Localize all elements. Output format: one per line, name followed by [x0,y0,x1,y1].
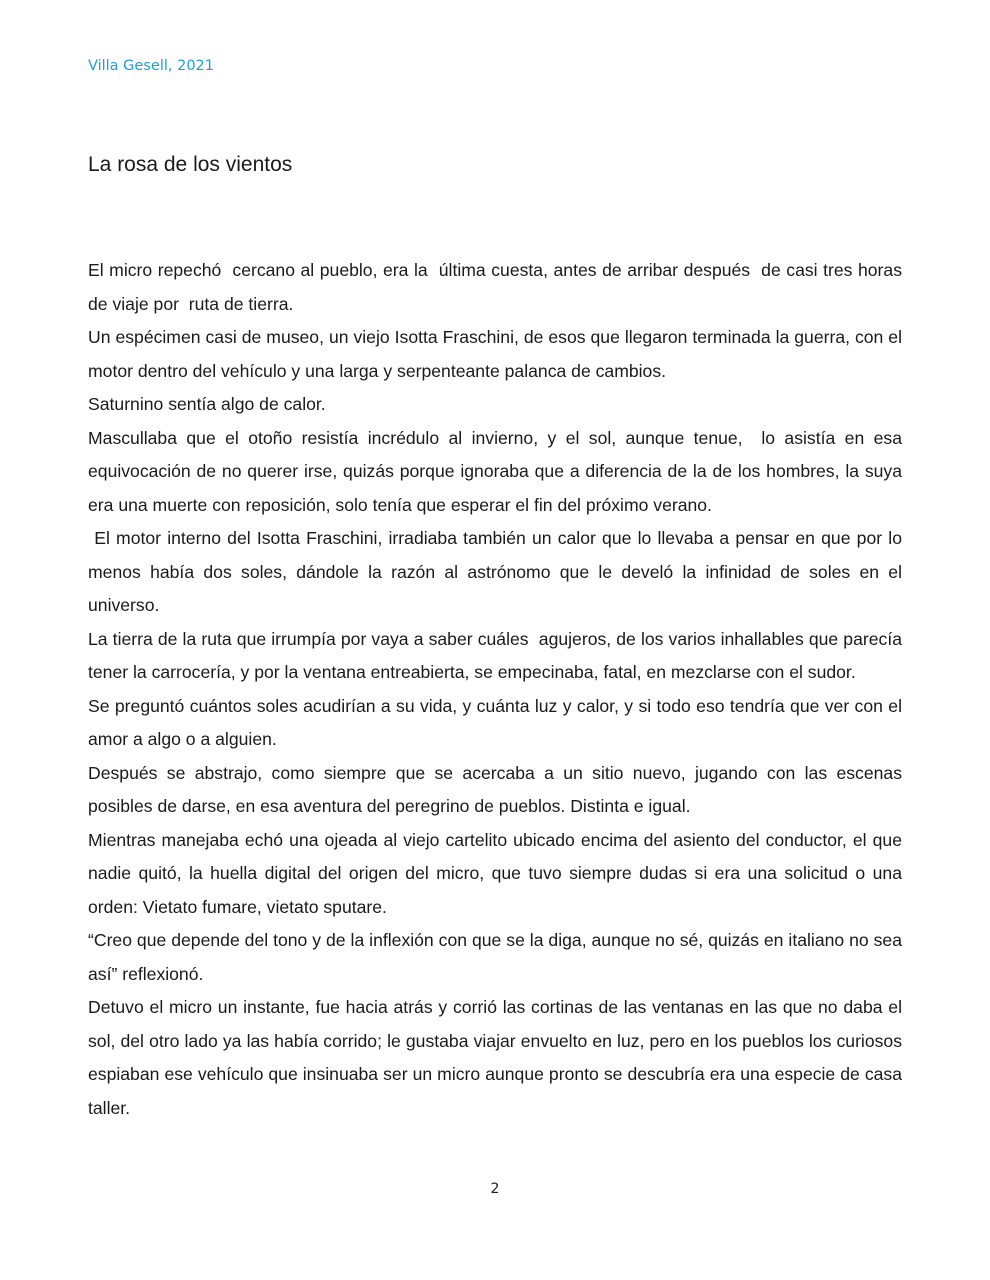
page-header: Villa Gesell, 2021 [88,58,214,74]
paragraph: Saturnino sentía algo de calor. [88,394,326,414]
paragraph: Después se abstrajo, como siempre que se acercaba a un sitio nuevo, jugando con las escenas posibles de darse, en esa aventura del peregrino de pueblos. Distinta e igual. [88,762,907,816]
paragraph: Mascullaba que el otoño resistía incrédulo al invierno, y el sol, aunque tenue, lo asistía en esa equivocación de no querer irse, quizás porque ignoraba que a diferencia de la de los hombres, la suya era una muerte con reposición, solo tenía que esperar el fin del próximo verano. [88,427,907,515]
document-body [88,254,907,1125]
paragraph: Detuvo el micro un instante, fue hacia atrás y corrió las cortinas de las ventanas en las que no daba el sol, del otro lado ya las había corrido; le gustaba viajar envuelto en luz, pero en los pueblos los curiosos espiaban ese vehículo que insinuaba ser un micro aunque pronto se descubría era una especie de casa taller. [88,997,907,1118]
page-number: 2 [490,1181,500,1197]
paragraph: Un espécimen casi de museo, un viejo Isotta Fraschini, de esos que llegaron terminada la guerra, con el motor dentro del vehículo y una larga y serpenteante palanca de cambios. [88,327,907,381]
paragraph: Se preguntó cuántos soles acudirían a su vida, y cuánta luz y calor, y si todo eso tendría que ver con el amor a algo o a alguien. [88,695,907,749]
paragraph: El micro repechó cercano al pueblo, era la última cuesta, antes de arribar después de casi tres horas de viaje por ruta de tierra. [88,260,907,314]
paragraph: La tierra de la ruta que irrumpía por vaya a saber cuáles agujeros, de los varios inhallables que parecía tener la carrocería, y por la ventana entreabierta, se empecinaba, fatal, en mezclarse con el sudor. [88,628,907,682]
document-title: La rosa de los vientos [88,153,293,176]
paragraph: El motor interno del Isotta Fraschini, irradiaba también un calor que lo llevaba a pensar en que por lo menos había dos soles, dándole la razón al astrónomo que le develó la infinidad de soles en el universo. [88,528,907,615]
paragraph: “Creo que depende del tono y de la inflexión con que se la diga, aunque no sé, quizás en italiano no sea así” reflexionó. [88,930,907,984]
paragraph: Mientras manejaba echó una ojeada al viejo cartelito ubicado encima del asiento del conductor, el que nadie quitó, la huella digital del origen del micro, que tuvo siempre dudas si era una solicitud o una orden: Vietato fumare, vietato sputare. [88,829,907,917]
